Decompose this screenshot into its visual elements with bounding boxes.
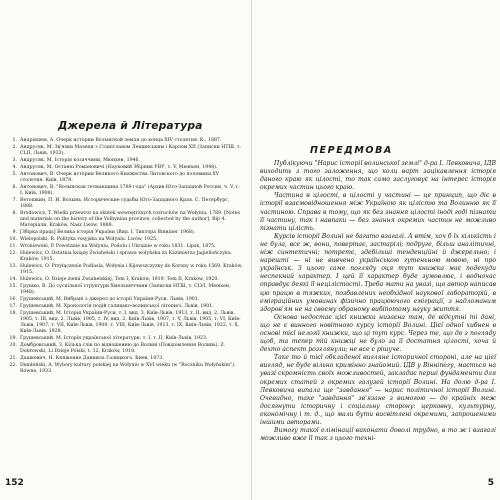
reference-number: 14. (9, 277, 17, 282)
reference-number: 20. (9, 343, 17, 348)
reference-text: Грушевський, М. Хронологія подій галицько-волинської літописі. Львів, 1901. (20, 304, 214, 309)
reference-text: Антонович, В. "Волынская гетманщина 1789 года" (Архив Юго-Западной России, ч. V, т. I, Київ, 1908). (20, 185, 240, 196)
reference-text: Грушевський, М. Історія української літератури, т. I, т. II, Київ-Львів, 1923. (20, 336, 208, 341)
reference-text: Грушевський, М. Вибрані з джерел до історії України-Руси. Львів, 1901. (20, 297, 200, 302)
reference-number: 6. (12, 185, 17, 190)
preface-paragraph: Таке то й тієї обкладеної вигляне історичної стороні, але на цієї вигляд, не буде вільно кримінно знайомий. ІДВ у Вінніпегу, мається на увазі скромність своїх можливостей, закладає перші фундаменти для окремих статей з окремих галузей історії Волині. На долю д-ра І. Левковича випала ще "завдання" — нарис політичної історії Волині. Очевидно, таке "завдання" зв'язане з вимогою — до крайніх меж досягнути історичну і соціальну сторону: церковну, культурну, економічну і т. д., що мали бути висвітлені окремими, запрошеними іншими авторами. (260, 354, 496, 426)
reference-number: 13. (9, 264, 17, 269)
reference-number: 19. (9, 336, 17, 341)
preface-paragraph: Основа недостає цієї книжки низаєна там, де відсутні ті дані, що не є винного новітного курсу історії Волині. Цієї одної хибнен в основі тієї нелогії книжки, що ці тут курс. Через те, що до з погляду щоб, та тепер тій книжці не було за її достатня цілості, хоча й дехто аспект розглянули; не все є рішуче. (260, 313, 496, 354)
reference-number: 2. (12, 145, 17, 150)
reference-item (6, 198, 244, 210)
reference-item (6, 165, 244, 171)
page-number-right: 5 (487, 478, 494, 488)
reference-item (6, 172, 244, 184)
reference-item (6, 363, 244, 375)
reference-number: 3. (12, 158, 17, 163)
reference-text: Hulewicz, O. Ostatnia książę Zwiahelski i sprawa wołyńska za Kazimierza Jagiellończyka. Kraków, 1915. (20, 251, 233, 262)
reference-text: [Збірка праць] Велика історія України (Вид. І. Тиктора Вінніпег 1968). (20, 230, 196, 235)
reference-text: Андріяшев, А. Очерк истории Волынской земли до конца XIV столетия. К., 1887. (20, 138, 222, 143)
reference-item (6, 284, 244, 296)
reference-number: 7. (12, 198, 17, 203)
reference-text: Wroniewski, P. Powstanie na Wołyniu, Podolu i Ukrainie w roku 1831. Lipsk, 1875. (20, 244, 216, 249)
reference-item (6, 336, 244, 342)
reference-item (6, 145, 244, 157)
reference-number: 8. (12, 211, 17, 216)
reference-text: Ветошкин, П. И. Волынь. Исторические судьбы Юго-Западного Края. С. Петербург, 1888. (20, 198, 230, 209)
preface-body (260, 160, 496, 443)
right-page (252, 0, 500, 500)
reference-number: 11. (9, 244, 17, 249)
reference-item (6, 251, 244, 263)
reference-text: Dembiński, A. Wybory kultury polskiej na Wołyniu w XVI wieku (w "Roczniku Wołyńskim"). Równe, 1933. (20, 363, 236, 374)
reference-item (6, 304, 244, 310)
reference-number: 18. (9, 311, 17, 316)
preface-paragraph: Вимогу такої елімінації виконати доволі трудно, в то ж і взагалі можливо вже її так з цього техні- (260, 427, 496, 443)
reference-number: 17. (9, 304, 17, 309)
reference-number: 21. (9, 356, 17, 361)
bibliography-heading: Джерела й Література (58, 120, 203, 132)
reference-item (6, 277, 244, 283)
reference-item (6, 138, 244, 144)
reference-number: 15. (9, 284, 17, 289)
reference-item (6, 356, 244, 362)
reference-number: 16. (9, 297, 17, 302)
preface-heading: ПЕРЕДМОВА (310, 145, 393, 156)
reference-text: Андрусяк, М. Останні Романовичі (Науковий Збірник УВУ, т. V, Мюнхен, 1948). (20, 165, 218, 170)
reference-item (6, 297, 244, 303)
reference-item (6, 237, 244, 243)
reference-number: 9. (12, 230, 17, 235)
reference-text: Wielopolski, R. Polityka rosyjska na Wołyniu. Lwów, 1925. (20, 237, 158, 242)
reference-item (6, 230, 244, 236)
reference-text: Hulewicz, O. Dzieje ziemi Zwiahelskiej, Tom I, Kraków, 1919. Tom II, Kraków, 1920. (20, 277, 219, 282)
reference-text: Домбровський, З. Кілька слів по відношенню до Волині (Повідомлення Волинь). Z. Dobrowski, Li Dzieje Polski, t. 12, Kraków, 1918. (20, 343, 226, 354)
reference-text: Грушевський, М. Історія України-Руси, т. I, вид. 3, Київ-Львів, 1913, т. II, вид. 2, Львів, 1905, т. III, вид. 2, Львів, 1905, т. IV, вид. 2, Київ-Львів, 1907, т. V, Львів, 1905, т. VI, Київ-Львів, 1907, т. VII, Київ-Львів, 1909, т. VIII, Київ-Львів, 1913, т. IX, Київ-Львів, 1922, т. X, Київ-Львів, 1928. (20, 311, 241, 334)
reference-item (6, 158, 244, 164)
reference-item (6, 311, 244, 335)
reference-text: Hulewicz, O. Przyłączenie Podlasia, Wołynia i Kijowszczyzny do Korony w roku 1569. Kraków, 1915. (20, 264, 243, 275)
reference-text: Дашкевич, Н. Княжение Даниила Галицкого. Киев, 1873. (20, 356, 164, 361)
reference-number: 5. (12, 172, 17, 177)
reference-text: Андрусяк, М. Історія козаччини, Мюнхен, 1946. (20, 158, 141, 163)
preface-paragraph: Курсів історії Волині не багато взагалі. А втім, хоч б їх кількість і не була, все ж, вони, повертає, застарілі; подруге, більш аналітичні, ніж синтетичні; потретє, здебільші тенденційні й джерельно; і нарешті — ні не вивчено українською гутеньною мовою, ні про українськ. З цього саме погляду оця тут книжка має подекуди неспекний характер. І цей її характер буде зумовлює, і водночас оправдує деякі її нецілістості. Треба мати на увазі, що автор написав цю працю в тяжких, позбавлених необхідної наукової лабораторій, в еміграційних умовинах фізично працюючого еміграції, з надломаним здоров'ям не на своєму обраному вибіпотому науку життя. (260, 232, 496, 313)
reference-number: 12. (9, 251, 17, 256)
reference-item (6, 343, 244, 355)
reference-text: Антонович, В. Очерк истории Великого Княжества Литовского до половины XV столетия. Київ, 1878. (20, 172, 220, 183)
reference-number: 4. (12, 165, 17, 170)
preface-paragraph: Частина в цілості, в цілості у частині — це принцип, що діє в історії взаємовідношення між Україною як цілістю та Волинню як її частиною. Справа в тому, що як без знання цілості іноді годі пізнати її частину, так і навпаки — без знання окремих частин не можливо пізнати цілість. (260, 192, 496, 232)
reference-item (6, 244, 244, 250)
reference-list (6, 138, 244, 376)
reference-text: Brodowicz, T. Wielki przewrot na skutek wewnętrznych rozruchów na Wołyniu, 1789. [Notes and materials on the history of the Volhynian province, collected by the author]. Вip 4. Матеріали, Kraków, Nasz Lwów, 1888. (20, 211, 240, 228)
reference-item (6, 211, 244, 229)
reference-number: 1. (12, 138, 17, 143)
reference-number: 10. (9, 237, 17, 242)
preface-paragraph: Публікуючи "Нарис історії волинської землі" д-ра І. Левковича, ІДВ виходить з того заложення, що коли варт зацікавлення історія даного краю як цілості, то так само заслуговує на інтерес історія окремих частин цього краю. (260, 160, 496, 192)
reference-number: 22. (9, 363, 17, 368)
reference-item (6, 185, 244, 197)
reference-text: Андрусяк, М. Зв'язки Мазепи з Станіславом Лещинським і Карлом XII (Записки НТШ, т. CLII, Львів, 1933). (20, 145, 241, 156)
page-number-left: 152 (5, 478, 24, 488)
reference-item (6, 264, 244, 276)
reference-text: Грушко, В. До суспільної структури Хмельниччини (Записки НТШ, т. CLVI, Мюнхен, 1948). (20, 284, 231, 295)
